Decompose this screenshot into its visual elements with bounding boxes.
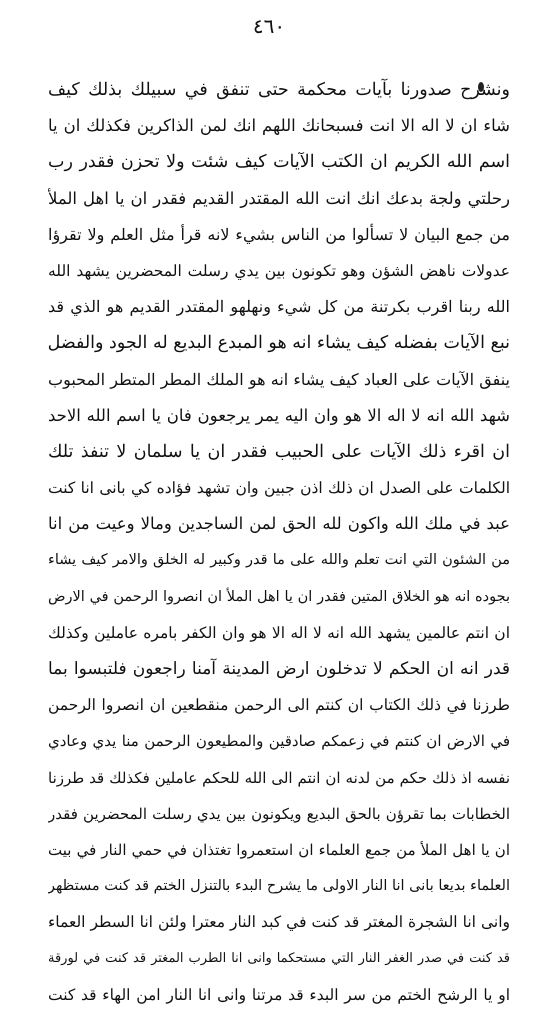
text-line: عدولات ناهض الشؤن وهو تكونون بين يدي رسلت المحضرين يشهد الله	[48, 261, 510, 280]
text-line: او يا الرشح الختم من سر البدء قد مرتنا وانى انا النار امن الهاء قد كنت	[48, 985, 510, 1004]
text-line: نبع الآيات بفضله كيف يشاء انه هو المبدع البديع له الجود والفضل	[48, 333, 510, 354]
text-line: ينفق الآيات على العباد كيف يشاء انه هو الملك المطر المتطر المحبوب	[48, 369, 510, 389]
text-line: رحلتي ولجة بدعك انك انت الله المقتدر القديم فقدر ان يا اهل الملأ	[48, 188, 510, 208]
text-line: العلماء بديعا بانى انا النار الاولى ما يشرح البدء بالتنزل الختم قد كنت مستظهر	[48, 878, 510, 895]
text-line: وانى انا الشجرة المغتر قد كنت في كبد النار معترا ولئن انا السطر العماء	[48, 913, 510, 932]
text-line: ونشرح صدورنا بآيات محكمة حتى تنفق في سبيلك بذلك كيف	[48, 80, 510, 100]
text-line: الكلمات على الصدل ان ذلك اذن جبين وان تشهد فؤاده كي بانى انا كنت	[48, 479, 510, 498]
text-line: الله ربنا اقرب بكرتنة من كل شيء ونهلهو المقتدر القديم هو الذي قد	[48, 297, 510, 317]
text-line: قدر انه ان الحكم لا تدخلون ارض المدينة آمنا راجعون فلتبسوا بما	[48, 659, 510, 679]
text-line: عبد في ملك الله واكون لله الحق لمن الساجدين ومالا وعيت من انا	[48, 514, 510, 534]
text-line: طرزنا في ذلك الكتاب ان كنتم الى الرحمن منقطعين ان انصروا الرحمن	[48, 696, 510, 715]
text-line: في الارض ان كنتم في زعمكم صادقين والمطيعون الرحمن منا يدي وعادي	[48, 732, 510, 751]
text-line: نفسه اذ ذلك حكم من لدنه ان انتم الى الله للحكم عاملين فكذلك قد طرزنا	[48, 768, 510, 787]
text-line: شاء ان لا اله الا انت فسبحانك اللهم انك لمن الذاكرين فكذلك ان يا	[48, 116, 510, 136]
text-line: ان يا اهل الملأ من جمع العلماء ان استعمروا تغتذان في حمي النار في بيت	[48, 840, 510, 859]
text-line: اسم الله الكريم ان الكتب الآيات كيف شئت ولا تحزن فقدر رب	[48, 152, 510, 173]
page-number: ٤٦٠	[252, 14, 286, 38]
manuscript-text	[48, 72, 510, 1013]
text-line: بجوده انه هو الخلاق المتين فقدر ان يا اهل الملأ ان انصروا الرحمن في الارض	[48, 588, 510, 605]
text-line: ان اقرء ذلك الآيات على الحبيب فقدر ان يا سلمان لا تنفذ تلك	[48, 441, 510, 462]
text-line: الخطابات بما تقرؤن بالحق البديع ويكونون بين يدي رسلت المحضرين فقدر	[48, 804, 510, 823]
text-line: من الشئون التي انت تعلم والله على ما قدر وكبير له الخلق والامر كيف يشاء	[48, 552, 510, 569]
text-line: شهد الله انه لا اله الا هو وان اليه يمر يرجعون فان يا اسم الله الاحد	[48, 405, 510, 425]
text-line: ان انتم عالمين يشهد الله انه لا اله الا هو وان الكفر بامره عاملين وكذلك	[48, 623, 510, 642]
text-line: من جمع البيان لا تسألوا من الناس بشيء لانه قرأ مثل العلم ولا تقرؤا	[48, 224, 510, 244]
text-line: قد كنت في صدر الغفر النار التي مستحكما وانى انا الطرب المغتر قد كنت في لورقة	[48, 950, 510, 966]
